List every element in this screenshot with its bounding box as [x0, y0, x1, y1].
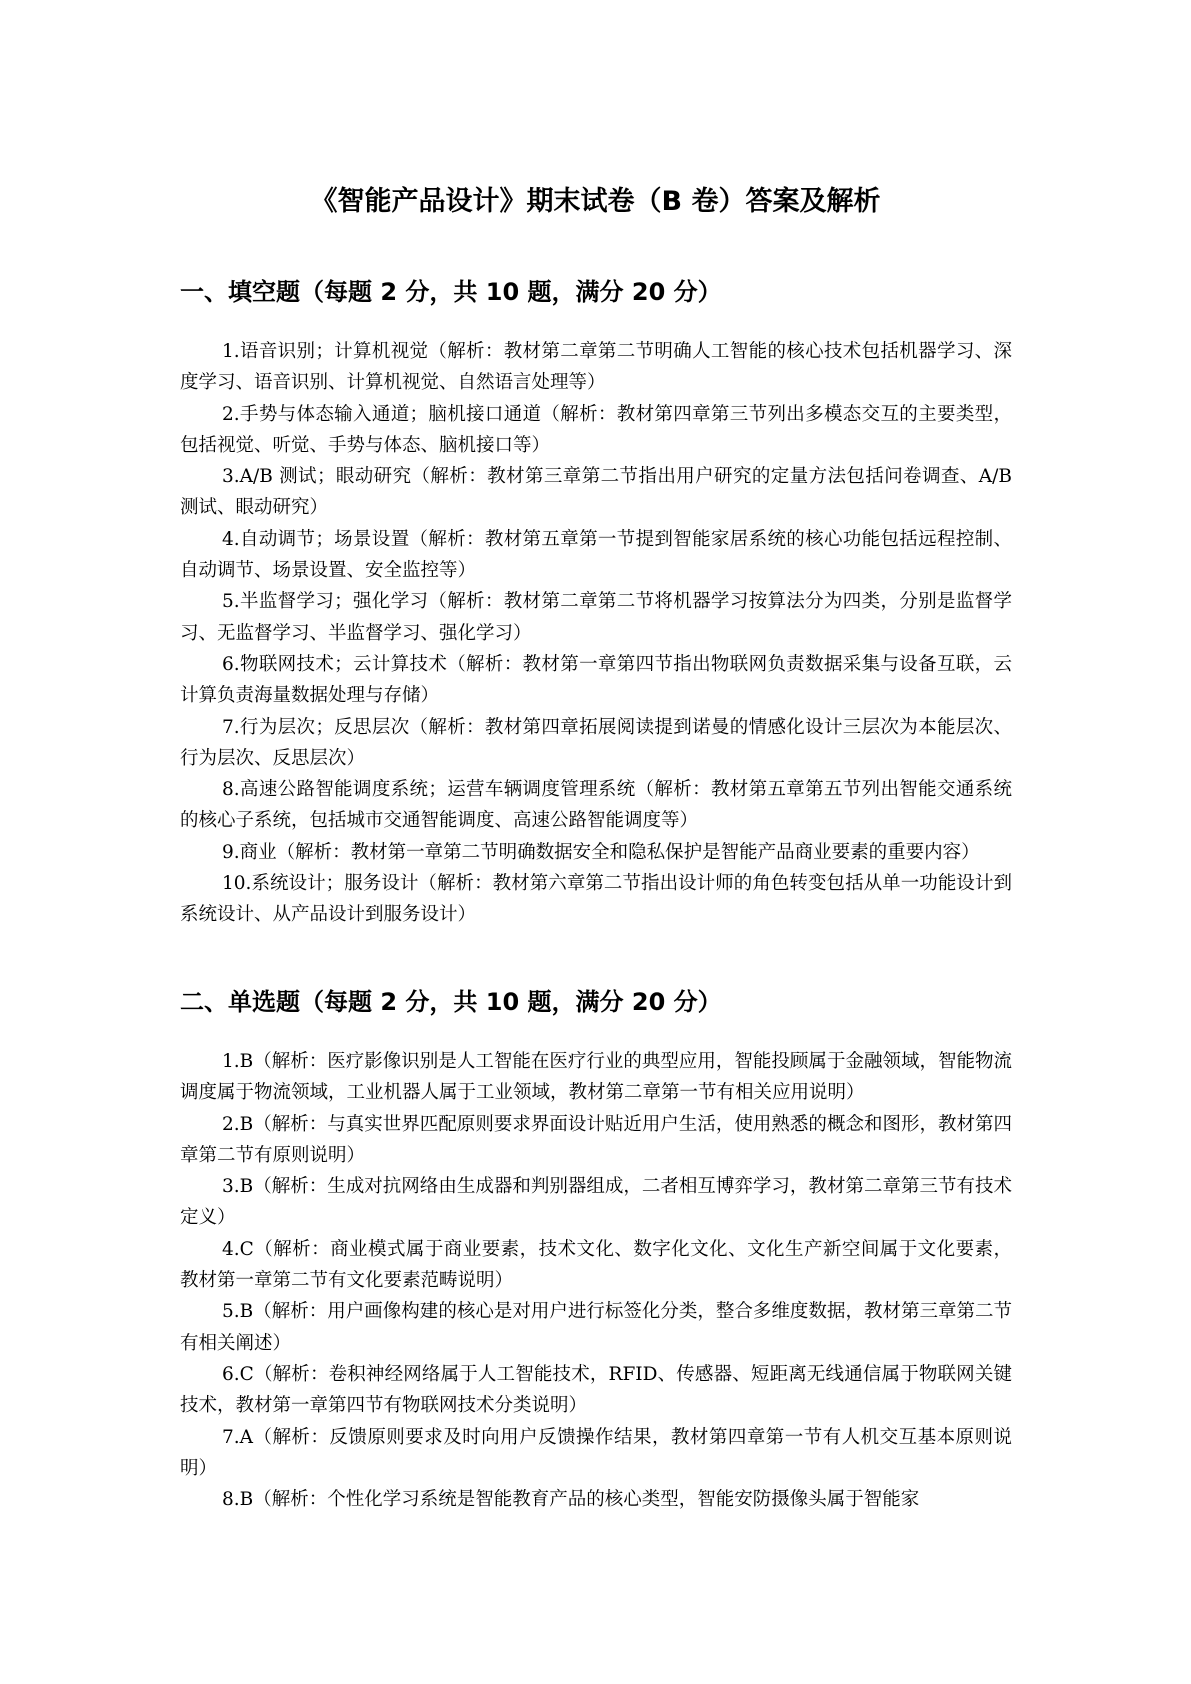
answer-item: 6.物联网技术；云计算技术（解析：教材第一章第四节指出物联网负责数据采集与设备互联，云计算负责海量数据处理与存储）	[180, 653, 1012, 707]
document-title: 《智能产品设计》期末试卷（B 卷）答案及解析	[310, 186, 881, 217]
answer-item: 5.B（解析：用户画像构建的核心是对用户进行标签化分类，整合多维度数据，教材第三章第二节有相关阐述）	[180, 1301, 1012, 1354]
answer-item: 5.半监督学习；强化学习（解析：教材第二章第二节将机器学习按算法分为四类，分别是监督学习、无监督学习、半监督学习、强化学习）	[180, 591, 1012, 644]
answer-item: 2.手势与体态输入通道；脑机接口通道（解析：教材第四章第三节列出多模态交互的主要类型，包括视觉、听觉、手势与体态、脑机接口等）	[180, 403, 1012, 456]
answer-item: 1.语音识别；计算机视觉（解析：教材第二章第二节明确人工智能的核心技术包括机器学习、深度学习、语音识别、计算机视觉、自然语言处理等）	[180, 341, 1012, 394]
answer-item: 8.B（解析：个性化学习系统是智能教育产品的核心类型，智能安防摄像头属于智能家	[222, 1489, 920, 1511]
answer-list-single-choice	[180, 1046, 1012, 1515]
answer-item: 2.B（解析：与真实世界匹配原则要求界面设计贴近用户生活，使用熟悉的概念和图形，教材第四章第二节有原则说明）	[180, 1113, 1012, 1166]
answer-item: 3.B（解析：生成对抗网络由生成器和判别器组成，二者相互博弈学习，教材第二章第三节有技术定义）	[180, 1176, 1012, 1229]
answer-item: 4.自动调节；场景设置（解析：教材第五章第一节提到智能家居系统的核心功能包括远程控制、自动调节、场景设置、安全监控等）	[180, 528, 1012, 582]
answer-item: 7.行为层次；反思层次（解析：教材第四章拓展阅读提到诺曼的情感化设计三层次为本能层次、行为层次、反思层次）	[180, 716, 1012, 769]
section-heading-single-choice: 二、单选题（每题 2 分，共 10 题，满分 20 分）	[180, 988, 722, 1016]
answer-list-fill-in-blank	[180, 336, 1012, 931]
answer-item: 7.A（解析：反馈原则要求及时向用户反馈操作结果，教材第四章第一节有人机交互基本原则说明）	[180, 1426, 1012, 1479]
answer-item: 10.系统设计；服务设计（解析：教材第六章第二节指出设计师的角色转变包括从单一功能设计到系统设计、从产品设计到服务设计）	[180, 873, 1012, 926]
section-heading-fill-in-blank: 一、填空题（每题 2 分，共 10 题，满分 20 分）	[180, 278, 722, 306]
answer-item: 6.C（解析：卷积神经网络属于人工智能技术，RFID、传感器、短距离无线通信属于物联网关键技术，教材第一章第四节有物联网技术分类说明）	[180, 1363, 1012, 1417]
answer-item: 1.B（解析：医疗影像识别是人工智能在医疗行业的典型应用，智能投顾属于金融领域，智能物流调度属于物流领域，工业机器人属于工业领域，教材第二章第一节有相关应用说明）	[180, 1051, 1012, 1104]
answer-item: 3.A/B 测试；眼动研究（解析：教材第三章第二节指出用户研究的定量方法包括问卷调查、A/B 测试、眼动研究）	[180, 466, 1012, 519]
answer-item: 4.C（解析：商业模式属于商业要素，技术文化、数字化文化、文化生产新空间属于文化要素，教材第一章第二节有文化要素范畴说明）	[180, 1238, 1012, 1292]
answer-item: 8.高速公路智能调度系统；运营车辆调度管理系统（解析：教材第五章第五节列出智能交通系统的核心子系统，包括城市交通智能调度、高速公路智能调度等）	[180, 779, 1012, 832]
answer-item: 9.商业（解析：教材第一章第二节明确数据安全和隐私保护是智能产品商业要素的重要内容）	[222, 841, 980, 863]
